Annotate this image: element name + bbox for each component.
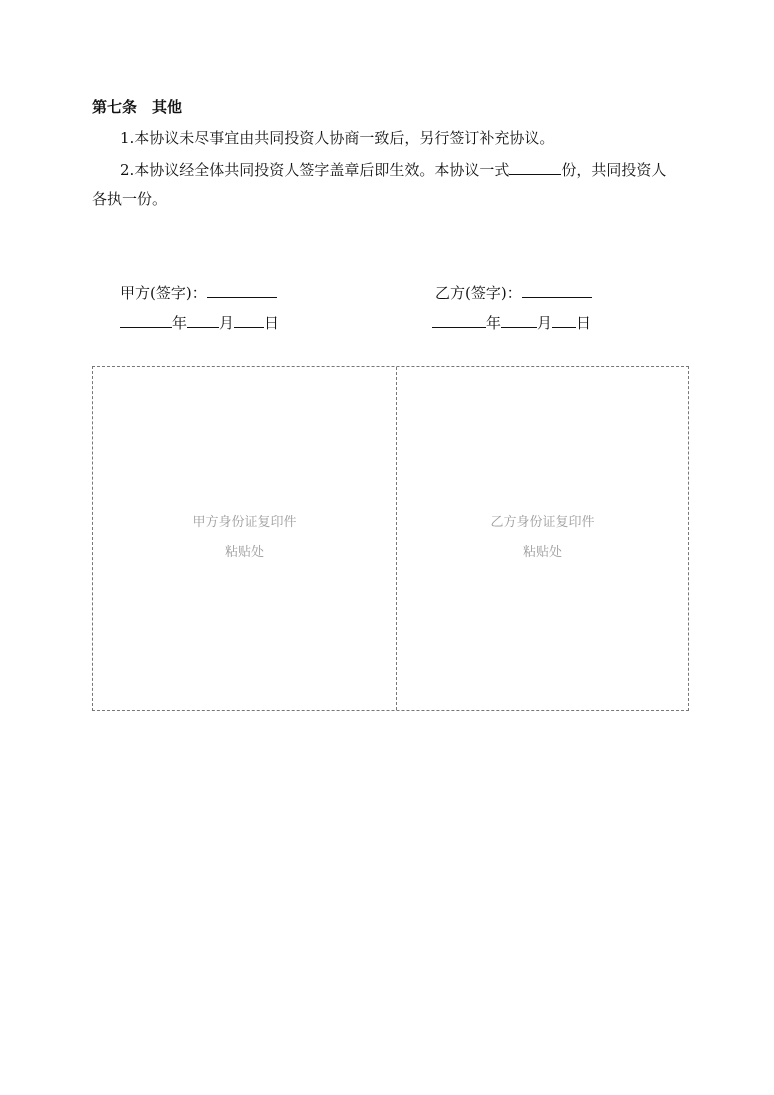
- party-b-signature-blank: [522, 281, 592, 298]
- party-b-id-paste-cell: [397, 367, 688, 710]
- id-copy-paste-area: [92, 366, 689, 711]
- party-b-id-label: 乙方身份证复印件: [490, 515, 595, 530]
- clause-2-text-after: 份，共同投资人: [561, 161, 667, 179]
- party-a-date: [120, 311, 279, 334]
- copies-blank: [509, 158, 561, 175]
- party-b-year-label: 年: [486, 314, 502, 332]
- clause-2-continuation: 各执一份。: [92, 190, 168, 208]
- party-b-day-label: 日: [576, 314, 592, 332]
- party-b-year-blank: [432, 311, 486, 328]
- party-a-paste-label: 粘贴处: [224, 545, 264, 560]
- party-a-year-blank: [120, 311, 172, 328]
- clause-2-text-before: 2.本协议经全体共同投资人签字盖章后即生效。本协议一式: [120, 161, 510, 179]
- clause-2: [120, 158, 666, 181]
- party-b-day-blank: [552, 311, 576, 328]
- party-b-paste-label: 粘贴处: [522, 545, 562, 560]
- party-a-year-label: 年: [172, 314, 188, 332]
- party-a-day-label: 日: [264, 314, 280, 332]
- party-a-id-paste-cell: [93, 367, 397, 710]
- party-b-month-blank: [501, 311, 537, 328]
- party-b-date: [432, 311, 591, 334]
- party-a-day-blank: [234, 311, 264, 328]
- party-a-signature-blank: [207, 281, 277, 298]
- party-b-signature: [435, 281, 592, 304]
- party-a-month-blank: [187, 311, 219, 328]
- party-b-month-label: 月: [537, 314, 553, 332]
- party-b-label: 乙方(签字)：: [435, 284, 522, 302]
- article-heading: 第七条 其他: [92, 98, 183, 116]
- clause-1: 1.本协议未尽事宜由共同投资人协商一致后，另行签订补充协议。: [120, 129, 555, 147]
- party-a-label: 甲方(签字)：: [120, 284, 207, 302]
- party-a-month-label: 月: [219, 314, 235, 332]
- party-a-id-label: 甲方身份证复印件: [192, 515, 297, 530]
- party-a-signature: [120, 281, 277, 304]
